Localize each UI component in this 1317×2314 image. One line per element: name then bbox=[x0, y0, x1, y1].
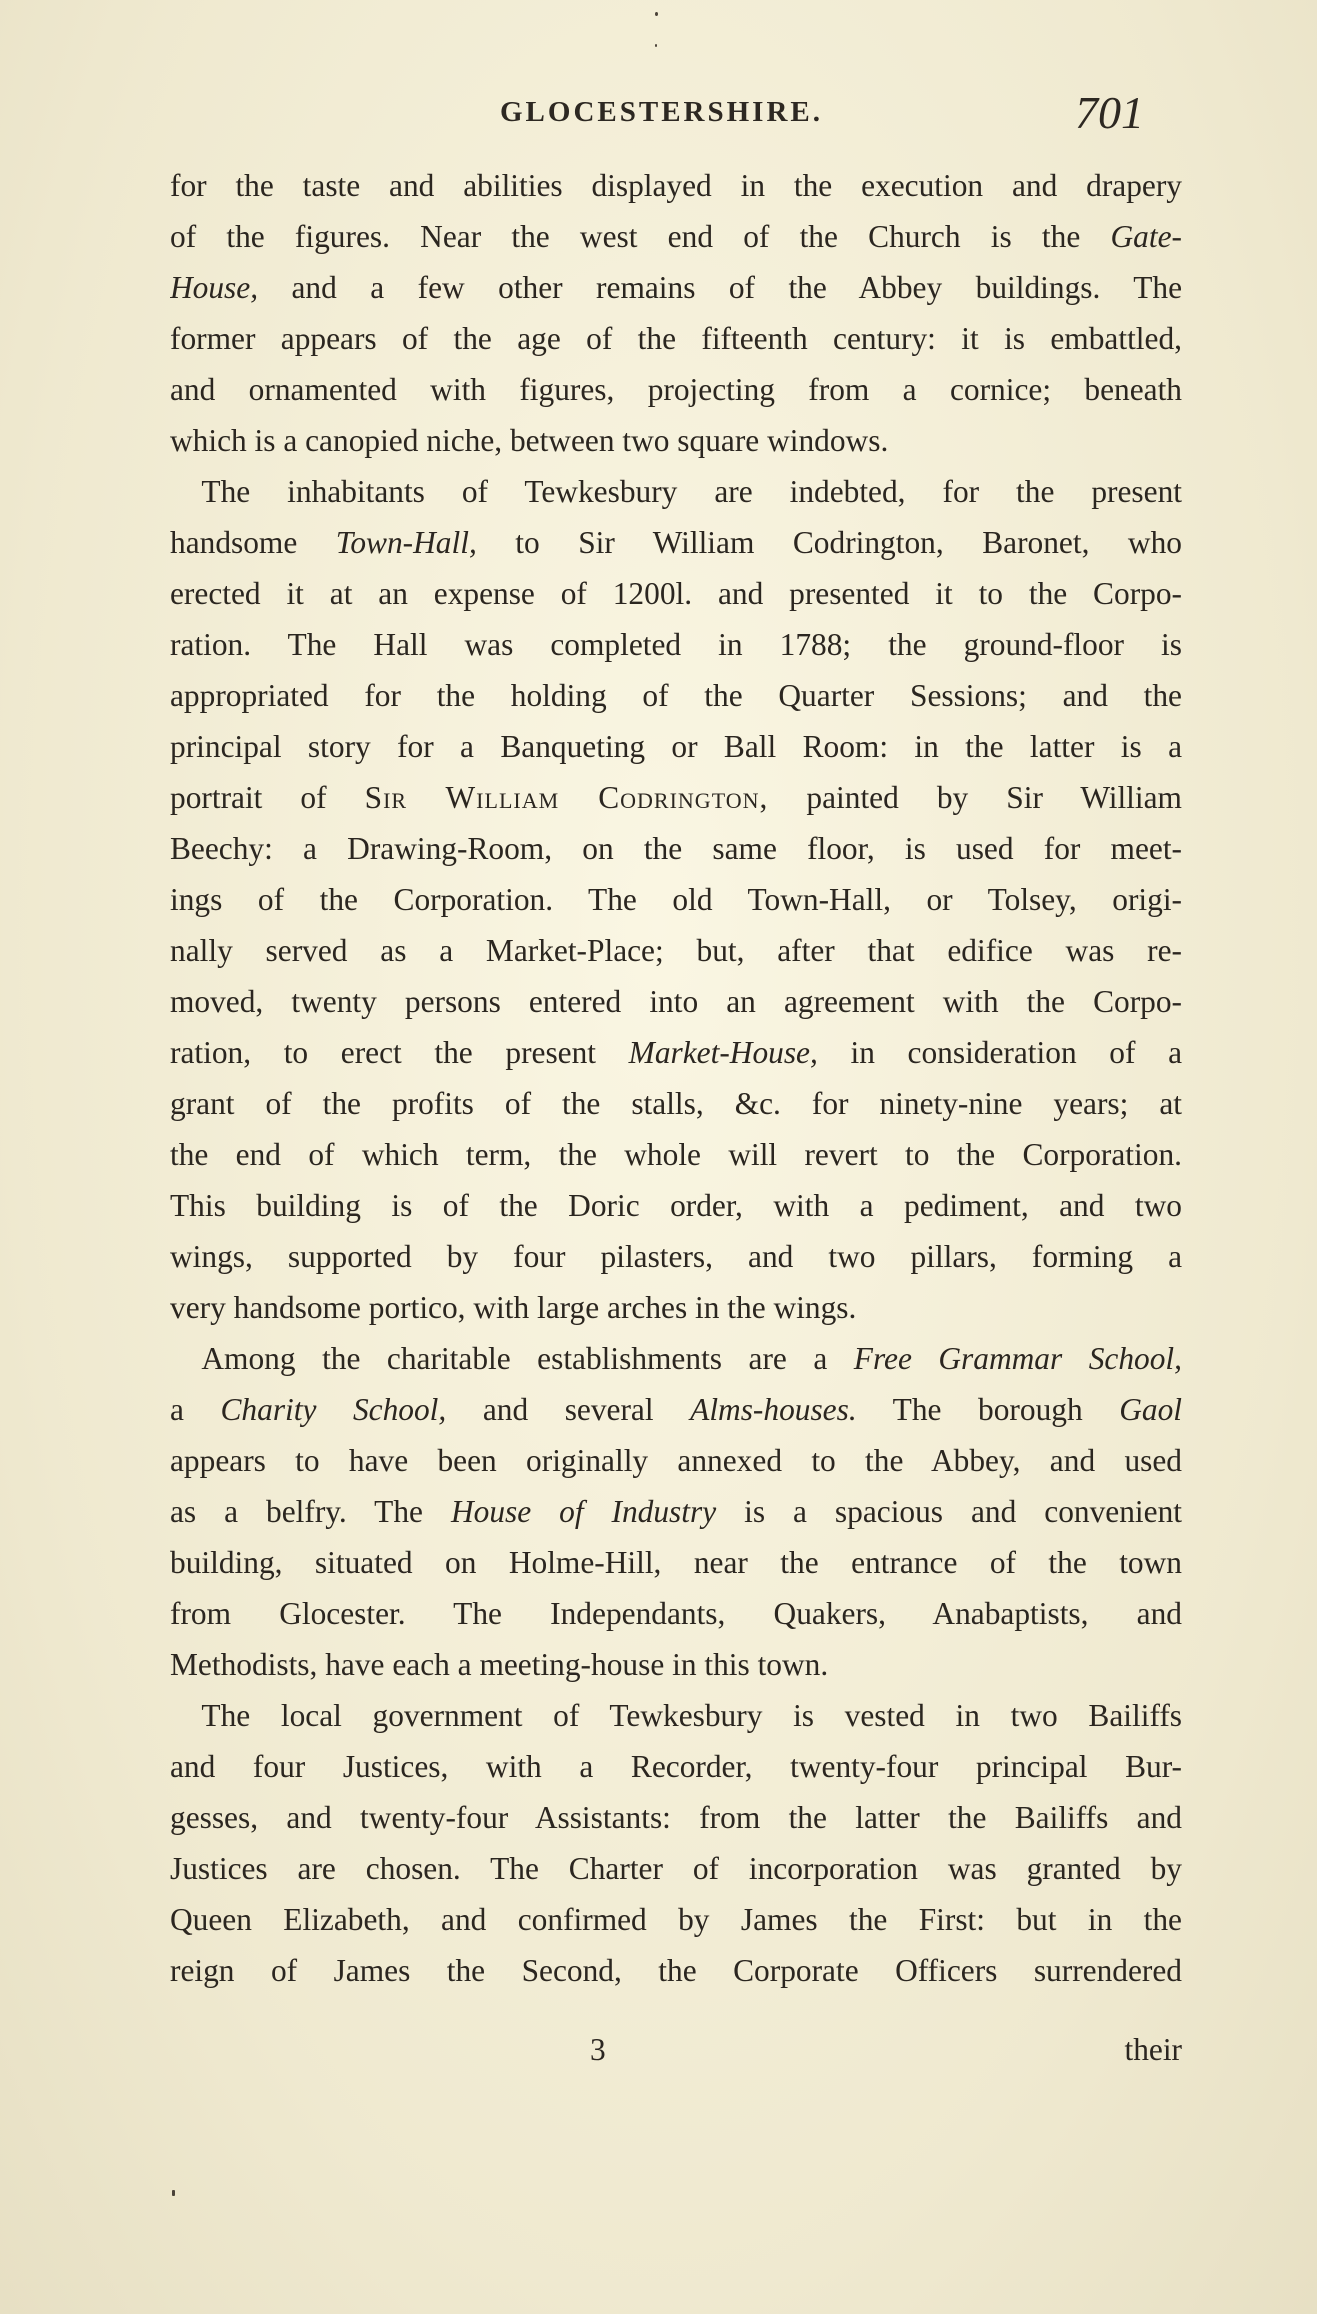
text-line bbox=[170, 823, 1182, 874]
text-segment: from Glocester. The Independants, Quakers, Anabaptists, and bbox=[170, 1596, 1182, 1631]
signature-mark: 3 bbox=[590, 2032, 606, 2067]
text-line bbox=[170, 721, 1182, 772]
italic-text: Alms-houses. bbox=[690, 1392, 857, 1427]
text-segment: portrait of bbox=[170, 780, 365, 815]
text-line bbox=[170, 517, 1182, 568]
text-line bbox=[170, 1843, 1182, 1894]
text-segment: building, situated on Holme-Hill, near the entrance of the town bbox=[170, 1545, 1182, 1580]
text-segment: is a spacious and convenient bbox=[716, 1494, 1182, 1529]
text-line bbox=[170, 976, 1182, 1027]
text-segment: to Sir William Codrington, Baronet, who bbox=[476, 525, 1182, 560]
text-line bbox=[170, 211, 1182, 262]
text-line bbox=[170, 1639, 1182, 1690]
text-segment: which is a canopied niche, between two square windows. bbox=[170, 423, 889, 458]
text-segment: The local government of Tewkesbury is vested in two Bailiffs bbox=[170, 1698, 1182, 1733]
text-line bbox=[170, 313, 1182, 364]
text-segment: The inhabitants of Tewkesbury are indebted, for the present bbox=[170, 474, 1182, 509]
ink-speck bbox=[172, 2190, 175, 2196]
ink-speck bbox=[655, 12, 658, 16]
text-segment: appropriated for the holding of the Quarter Sessions; and the bbox=[170, 678, 1182, 713]
text-segment: grant of the profits of the stalls, &c. for ninety-nine years; at bbox=[170, 1086, 1182, 1121]
text-line bbox=[170, 1486, 1182, 1537]
text-segment: very handsome portico, with large arches in the wings. bbox=[170, 1290, 857, 1325]
text-line bbox=[170, 1384, 1182, 1435]
text-segment: Methodists, have each a meeting-house in this town. bbox=[170, 1647, 829, 1682]
text-segment: principal story for a Banqueting or Ball Room: in the latter is a bbox=[170, 729, 1182, 764]
text-segment: Beechy: a Drawing-Room, on the same floor, is used for meet- bbox=[170, 831, 1182, 866]
text-line bbox=[170, 1180, 1182, 1231]
italic-text: Gate- bbox=[1110, 219, 1182, 254]
text-segment: the end of which term, the whole will revert to the Corporation. bbox=[170, 1137, 1182, 1172]
text-segment: and ornamented with figures, projecting from a cornice; beneath bbox=[170, 372, 1182, 407]
text-line bbox=[170, 415, 1182, 466]
text-segment: and four Justices, with a Recorder, twenty-four principal Bur- bbox=[170, 1749, 1182, 1784]
text-line bbox=[170, 772, 1182, 823]
running-head: GLOCESTERSHIRE. bbox=[500, 96, 824, 128]
text-line bbox=[170, 1333, 1182, 1384]
italic-text: House of Industry bbox=[450, 1494, 717, 1529]
text-line bbox=[170, 160, 1182, 211]
page-footer bbox=[170, 2024, 1182, 2075]
text-line bbox=[170, 1741, 1182, 1792]
text-line bbox=[170, 568, 1182, 619]
text-segment: The borough bbox=[856, 1392, 1120, 1427]
text-line bbox=[170, 364, 1182, 415]
text-line bbox=[170, 466, 1182, 517]
text-segment: erected it at an expense of 1200l. and presented it to the Corpo- bbox=[170, 576, 1182, 611]
text-segment: ings of the Corporation. The old Town-Hall, or Tolsey, origi- bbox=[170, 882, 1182, 917]
text-segment: gesses, and twenty-four Assistants: from the latter the Bailiffs and bbox=[170, 1800, 1182, 1835]
text-line bbox=[170, 1231, 1182, 1282]
text-line bbox=[170, 1078, 1182, 1129]
text-segment: Justices are chosen. The Charter of incorporation was granted by bbox=[170, 1851, 1182, 1886]
text-line bbox=[170, 874, 1182, 925]
page-number: 701 bbox=[1075, 87, 1144, 138]
italic-text: Gaol bbox=[1119, 1392, 1182, 1427]
text-segment: in consideration of a bbox=[817, 1035, 1182, 1070]
text-line bbox=[170, 1894, 1182, 1945]
text-segment: wings, supported by four pilasters, and two pillars, forming a bbox=[170, 1239, 1182, 1274]
text-segment: of the figures. Near the west end of the Church is the bbox=[170, 219, 1111, 254]
text-segment: Queen Elizabeth, and confirmed by James the First: but in the bbox=[170, 1902, 1182, 1937]
italic-text: Charity School, bbox=[220, 1392, 447, 1427]
text-line bbox=[170, 619, 1182, 670]
text-line bbox=[170, 925, 1182, 976]
page-header bbox=[0, 87, 1317, 142]
text-line bbox=[170, 1945, 1182, 1996]
text-line bbox=[170, 1129, 1182, 1180]
text-segment: Among the charitable establishments are a bbox=[170, 1341, 854, 1376]
italic-text: Town-Hall, bbox=[335, 525, 477, 560]
text-line bbox=[170, 670, 1182, 721]
text-line bbox=[170, 262, 1182, 313]
text-line bbox=[170, 1027, 1182, 1078]
text-segment: for the taste and abilities displayed in the execution and drapery bbox=[170, 168, 1182, 203]
ink-speck bbox=[655, 44, 657, 47]
text-segment: as a belfry. The bbox=[170, 1494, 451, 1529]
text-line bbox=[170, 1690, 1182, 1741]
text-segment: nally served as a Market-Place; but, after that edifice was re- bbox=[170, 933, 1182, 968]
small-caps-text: Sir William Codrington, bbox=[364, 780, 769, 815]
text-line bbox=[170, 1282, 1182, 1333]
catchword: their bbox=[1124, 2032, 1182, 2067]
text-segment: ration, to erect the present bbox=[170, 1035, 629, 1070]
text-line bbox=[170, 1588, 1182, 1639]
body-text bbox=[170, 160, 1182, 1996]
text-segment: former appears of the age of the fifteenth century: it is embattled, bbox=[170, 321, 1182, 356]
italic-text: House, bbox=[170, 270, 259, 305]
text-segment: appears to have been originally annexed to the Abbey, and used bbox=[170, 1443, 1182, 1478]
text-segment: This building is of the Doric order, with a pediment, and two bbox=[170, 1188, 1182, 1223]
text-line bbox=[170, 1792, 1182, 1843]
text-segment: and a few other remains of the Abbey buildings. The bbox=[258, 270, 1182, 305]
text-segment: and several bbox=[446, 1392, 691, 1427]
text-segment: ration. The Hall was completed in 1788; the ground-floor is bbox=[170, 627, 1182, 662]
text-segment: moved, twenty persons entered into an agreement with the Corpo- bbox=[170, 984, 1182, 1019]
text-segment: a bbox=[170, 1392, 221, 1427]
text-segment: reign of James the Second, the Corporate Officers surrendered bbox=[170, 1953, 1182, 1988]
text-segment: painted by Sir William bbox=[768, 780, 1182, 815]
text-line bbox=[170, 1435, 1182, 1486]
text-line bbox=[170, 1537, 1182, 1588]
italic-text: Free Grammar School, bbox=[853, 1341, 1182, 1376]
text-segment: handsome bbox=[170, 525, 336, 560]
italic-text: Market-House, bbox=[628, 1035, 818, 1070]
